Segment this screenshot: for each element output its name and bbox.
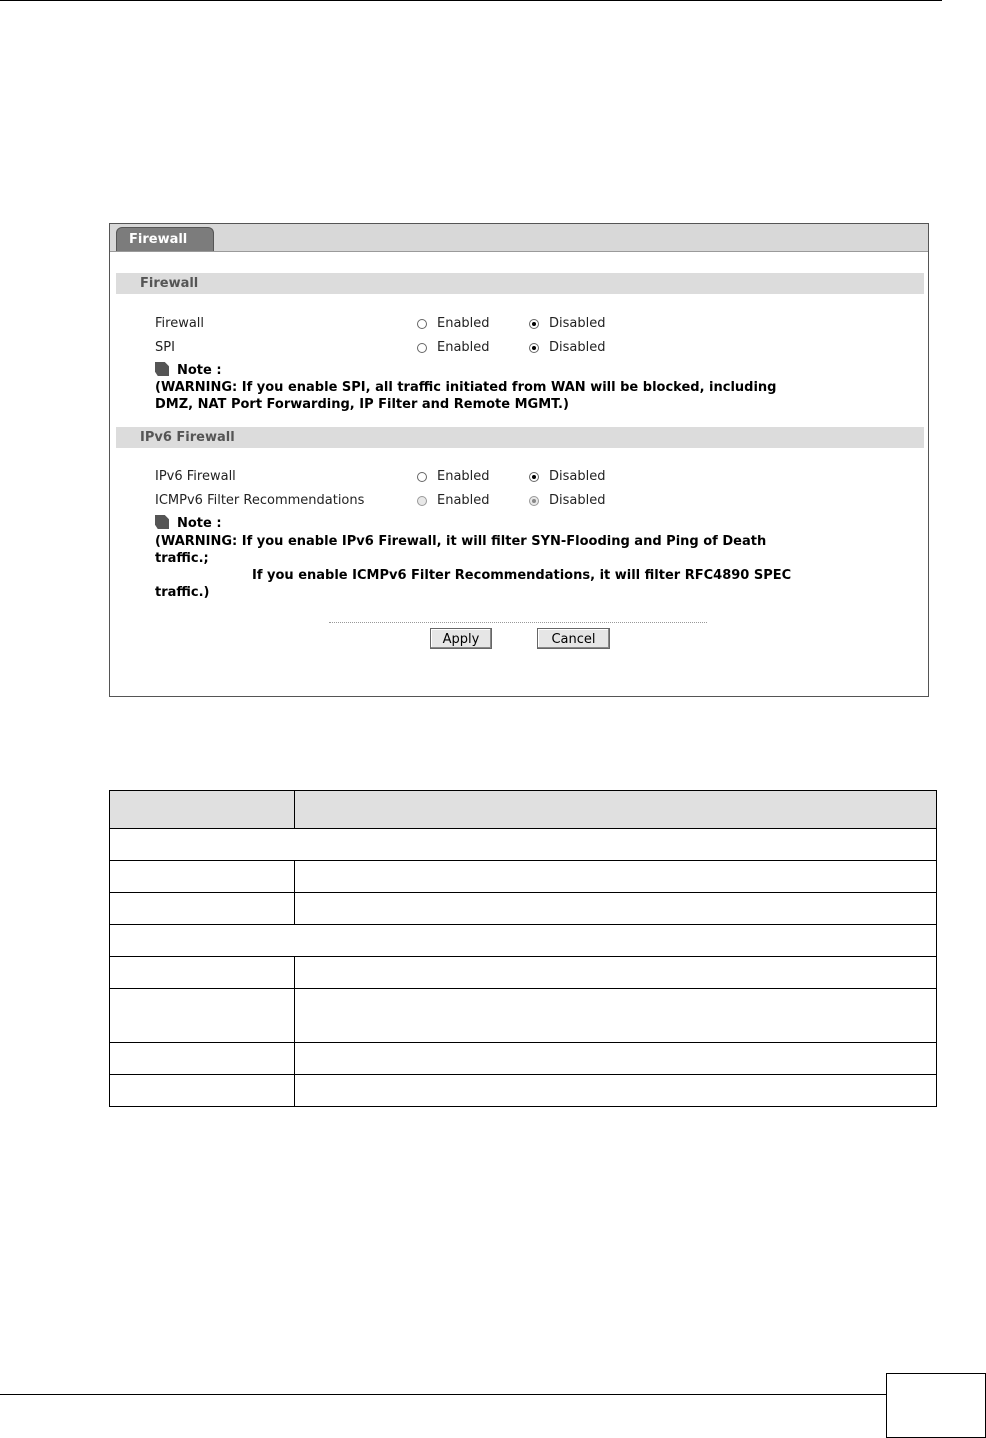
table-cell <box>295 893 937 925</box>
table-cell <box>110 1075 295 1107</box>
apply-button[interactable]: Apply <box>430 628 492 649</box>
spi-enabled-label: Enabled <box>437 340 490 355</box>
firewall-enabled-radio[interactable] <box>417 319 427 329</box>
page-number-box <box>886 1373 986 1438</box>
ipv6-section-title: IPv6 Firewall <box>116 427 924 448</box>
icmpv6-row <box>110 491 928 511</box>
firewall-warning-line: (WARNING: If you enable SPI, all traffic initiated from WAN will be blocked, including <box>155 380 777 395</box>
table-header-row <box>110 791 937 829</box>
firewall-note-label: Note : <box>177 363 222 378</box>
ipv6-warning-line: traffic.; <box>155 551 209 566</box>
firewall-disabled-option[interactable] <box>529 315 605 333</box>
table-cell <box>110 829 937 861</box>
cancel-button[interactable]: Cancel <box>537 628 610 649</box>
firewall-warning <box>155 379 915 413</box>
firewall-screen <box>109 223 929 697</box>
tab-bar <box>110 224 928 252</box>
firewall-label: Firewall <box>155 316 205 331</box>
icmpv6-disabled-radio[interactable] <box>529 496 539 506</box>
spi-label: SPI <box>155 340 175 355</box>
spi-row <box>110 338 928 358</box>
table-row <box>110 1043 937 1075</box>
firewall-note <box>155 362 222 379</box>
firewall-enabled-option[interactable] <box>417 315 490 333</box>
ipv6-note-label: Note : <box>177 516 222 531</box>
icmpv6-label: ICMPv6 Filter Recommendations <box>155 493 365 508</box>
ipv6-firewall-enabled-option[interactable] <box>417 468 490 486</box>
note-icon <box>155 362 169 376</box>
table-row <box>110 989 937 1043</box>
firewall-enabled-label: Enabled <box>437 316 490 331</box>
ipv6-warning <box>155 533 915 601</box>
table-header-cell <box>295 791 937 829</box>
icmpv6-enabled-option[interactable] <box>417 492 490 510</box>
ipv6-note <box>155 515 222 532</box>
icmpv6-disabled-label: Disabled <box>549 493 606 508</box>
tab-firewall[interactable]: Firewall <box>116 227 214 251</box>
ipv6-firewall-label: IPv6 Firewall <box>155 469 236 484</box>
table-cell <box>295 861 937 893</box>
firewall-disabled-radio[interactable] <box>529 319 539 329</box>
ipv6-firewall-row <box>110 467 928 487</box>
note-icon <box>155 515 169 529</box>
firewall-section-title: Firewall <box>116 273 924 294</box>
table-cell <box>295 1043 937 1075</box>
header-rule <box>0 0 942 1</box>
table-row <box>110 957 937 989</box>
spi-enabled-option[interactable] <box>417 339 490 357</box>
table-header-cell <box>110 791 295 829</box>
ipv6-warning-line: (WARNING: If you enable IPv6 Firewall, it will filter SYN-Flooding and Ping of Death <box>155 534 767 549</box>
button-divider <box>329 622 707 623</box>
table-cell <box>295 989 937 1043</box>
table-cell <box>110 893 295 925</box>
table-row <box>110 861 937 893</box>
table-row <box>110 1075 937 1107</box>
spi-disabled-radio[interactable] <box>529 343 539 353</box>
ipv6-firewall-disabled-label: Disabled <box>549 469 606 484</box>
table-cell <box>110 989 295 1043</box>
ipv6-firewall-disabled-option[interactable] <box>529 468 605 486</box>
ipv6-warning-line: traffic.) <box>155 585 210 600</box>
spi-disabled-label: Disabled <box>549 340 606 355</box>
table-section-row <box>110 829 937 861</box>
footer-rule <box>0 1394 886 1395</box>
firewall-row <box>110 314 928 334</box>
table-cell <box>110 1043 295 1075</box>
icmpv6-enabled-radio[interactable] <box>417 496 427 506</box>
ipv6-firewall-enabled-radio[interactable] <box>417 472 427 482</box>
firewall-warning-line: DMZ, NAT Port Forwarding, IP Filter and Remote MGMT.) <box>155 397 569 412</box>
table-cell <box>295 1075 937 1107</box>
table-row <box>110 893 937 925</box>
ipv6-warning-line: If you enable ICMPv6 Filter Recommendations, it will filter RFC4890 SPEC <box>252 568 792 583</box>
icmpv6-disabled-option[interactable] <box>529 492 605 510</box>
table-section-row <box>110 925 937 957</box>
icmpv6-enabled-label: Enabled <box>437 493 490 508</box>
field-description-table <box>109 790 937 1107</box>
ipv6-firewall-disabled-radio[interactable] <box>529 472 539 482</box>
table-cell <box>295 957 937 989</box>
ipv6-firewall-enabled-label: Enabled <box>437 469 490 484</box>
table-cell <box>110 925 937 957</box>
spi-enabled-radio[interactable] <box>417 343 427 353</box>
spi-disabled-option[interactable] <box>529 339 605 357</box>
table-cell <box>110 861 295 893</box>
firewall-disabled-label: Disabled <box>549 316 606 331</box>
table-cell <box>110 957 295 989</box>
